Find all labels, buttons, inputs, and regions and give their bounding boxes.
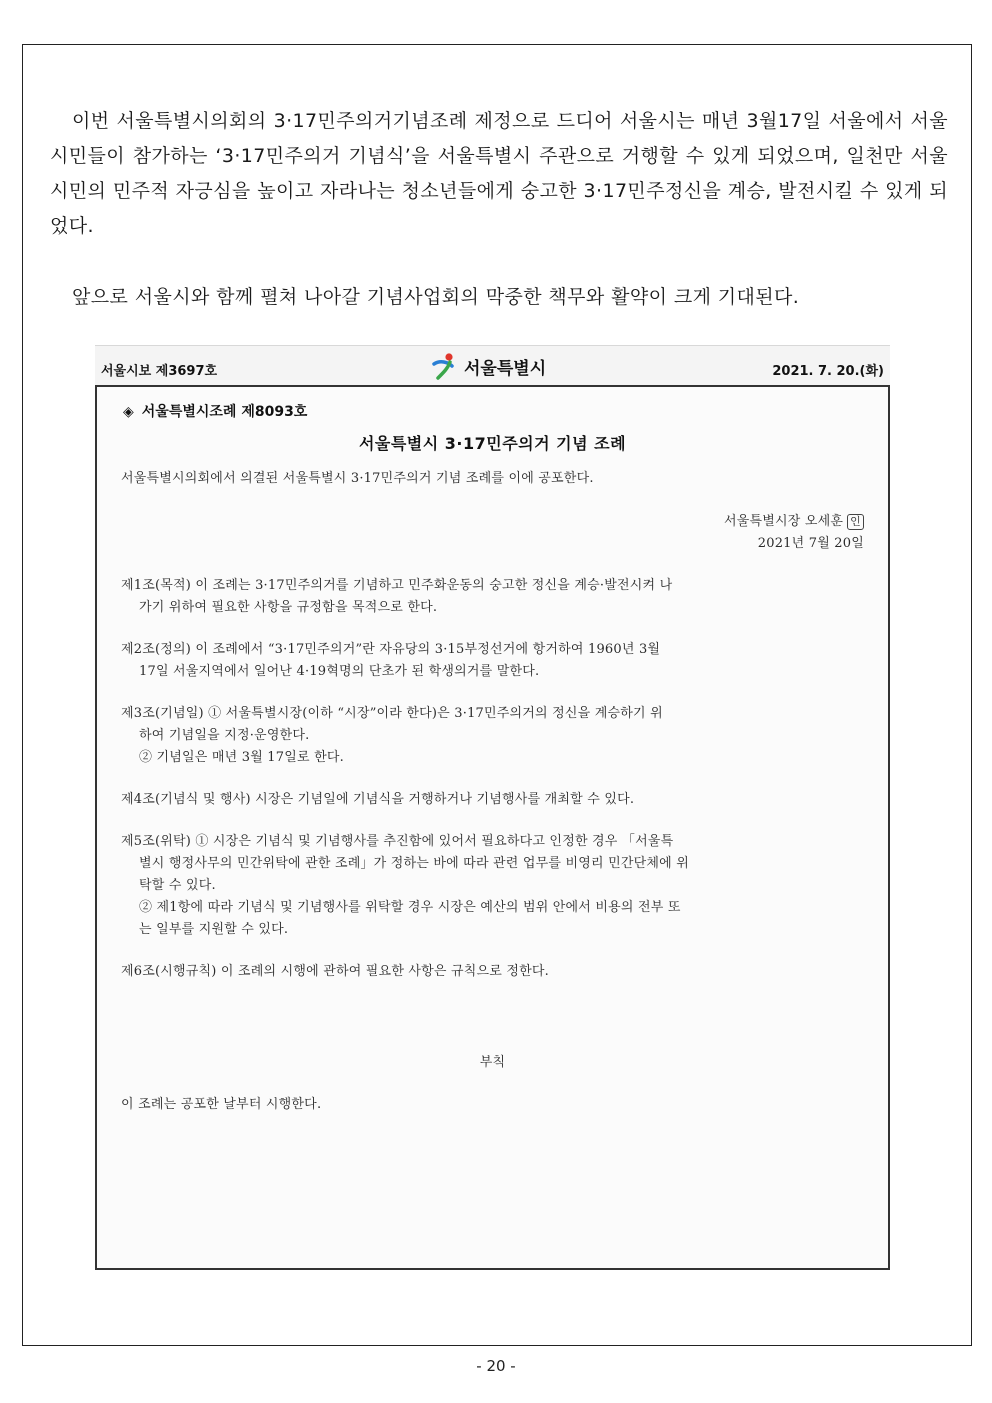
ordinance-signature	[724, 511, 864, 555]
gazette-issue-number: 서울시보 제3697호	[101, 364, 218, 379]
gazette-date: 2021. 7. 20.(화)	[772, 364, 884, 379]
article-line: 별시 행정사무의 민간위탁에 관한 조례」가 정하는 바에 따라 관련 업무를 비영리 민간단체에 위	[139, 856, 689, 871]
article-5	[121, 831, 866, 941]
article-3	[121, 703, 866, 769]
article-line: 가기 위하여 필요한 사항을 규정함을 목적으로 한다.	[139, 600, 438, 615]
article-line: 제6조(시행규칙) 이 조례의 시행에 관하여 필요한 사항은 규칙으로 정한다.	[121, 964, 549, 979]
ordinance-box	[95, 385, 890, 1270]
ordinance-promulgation: 서울특별시의회에서 의결된 서울특별시 3·17민주의거 기념 조례를 이에 공포한다.	[121, 471, 594, 486]
ordinance-number-text: 서울특별시조례 제8093호	[141, 404, 308, 420]
article-line: 하여 기념일을 지정·운영한다.	[139, 728, 310, 743]
gazette-city-name: 서울특별시	[464, 358, 547, 379]
seoul-city-logo-icon	[430, 352, 460, 380]
article-line: 제1조(목적) 이 조례는 3·17민주의거를 기념하고 민주화운동의 숭고한 정신을 계승·발전시켜 나	[121, 578, 673, 593]
article-line: 탁할 수 있다.	[139, 878, 216, 893]
intro-paragraph-2: 앞으로 서울시와 함께 펼쳐 나아갈 기념사업회의 막중한 책무와 활약이 크게 기대된다.	[72, 286, 800, 308]
article-line: 17일 서울지역에서 일어난 4·19혁명의 단초가 된 학생의거를 말한다.	[139, 664, 540, 679]
ordinance-title: 서울특별시 3·17민주의거 기념 조례	[358, 434, 627, 453]
article-line: ② 제1항에 따라 기념식 및 기념행사를 위탁할 경우 시장은 예산의 범위 안에서 비용의 전부 또	[139, 900, 681, 915]
article-line: 제2조(정의) 이 조례에서 “3·17민주의거”란 자유당의 3·15부정선거에 항거하여 1960년 3월	[121, 642, 661, 657]
page-number: - 20 -	[476, 1357, 516, 1375]
supplementary-text: 이 조례는 공포한 날부터 시행한다.	[121, 1097, 322, 1112]
supplementary-title: 부칙	[479, 1055, 506, 1070]
intro-text	[50, 104, 948, 315]
ordinance-number	[123, 401, 307, 421]
gazette-masthead	[430, 352, 546, 380]
article-line: 는 일부를 지원할 수 있다.	[139, 922, 289, 937]
gazette-header	[95, 345, 890, 386]
article-2	[121, 639, 866, 683]
article-line: 제5조(위탁) ① 시장은 기념식 및 기념행사를 추진함에 있어서 필요하다고 인정한 경우 「서울특	[121, 834, 674, 849]
intro-paragraph-1: 이번 서울특별시의회의 3·17민주의거기념조례 제정으로 드디어 서울시는 매년 3월17일 서울에서 서울시민들이 참가하는 ‘3·17민주의거 기념식’을 서울특별시 주관으로 거행할 수 있게 되었으며, 일천만 서울시민의 민주적 자긍심을 높이고 자라나는 청소년들에게 숭고한 3·17민주정신을 계승, 발전시킬 수 있게 되었다.	[50, 110, 948, 237]
gazette-clipping	[95, 345, 890, 1270]
signer-name: 서울특별시장 오세훈	[724, 514, 844, 529]
article-6	[121, 961, 866, 983]
diamond-bullet-icon: ◈	[123, 404, 134, 420]
article-line: 제4조(기념식 및 행사) 시장은 기념일에 기념식을 거행하거나 기념행사를 개최할 수 있다.	[121, 792, 635, 807]
article-4	[121, 789, 866, 811]
signed-date: 2021년 7월 20일	[757, 536, 864, 551]
article-1	[121, 575, 866, 619]
article-line: ② 기념일은 매년 3월 17일로 한다.	[139, 750, 344, 765]
article-line: 제3조(기념일) ① 서울특별시장(이하 “시장”이라 한다)은 3·17민주의거의 정신을 계승하기 위	[121, 706, 663, 721]
seal-stamp: 인	[847, 514, 864, 530]
signer-line	[724, 511, 864, 533]
